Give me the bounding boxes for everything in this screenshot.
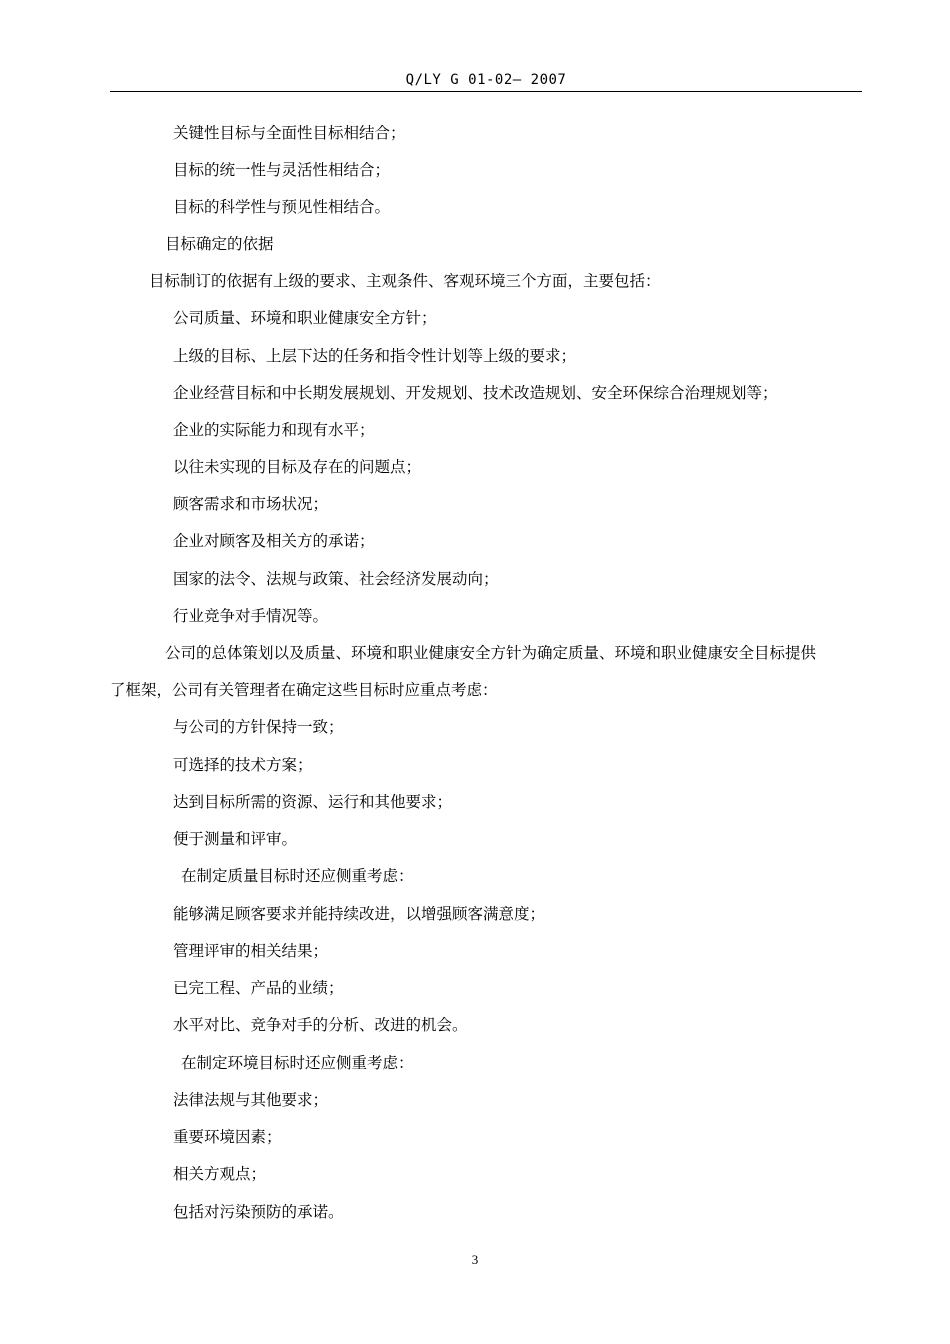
- text-line: 可选择的技术方案；: [173, 756, 313, 774]
- section-heading: 目标确定的依据: [165, 235, 274, 253]
- text-line: 达到目标所需的资源、运行和其他要求；: [173, 793, 453, 811]
- text-line: 已完工程、产品的业绩；: [173, 979, 344, 997]
- document-header-code: Q/LY G 01-02— 2007: [405, 72, 567, 88]
- text-line: 便于测量和评审。: [173, 830, 298, 848]
- section-heading: 在制定环境目标时还应侧重考虑：: [181, 1054, 414, 1072]
- text-line: 公司质量、环境和职业健康安全方针；: [173, 309, 437, 327]
- text-line: 目标的统一性与灵活性相结合；: [173, 161, 391, 179]
- page-number: 3: [471, 1252, 479, 1267]
- text-line: 重要环境因素；: [173, 1128, 282, 1146]
- text-line: 企业经营目标和中长期发展规划、开发规划、技术改造规划、安全环保综合治理规划等；: [173, 384, 778, 402]
- text-line: 企业的实际能力和现有水平；: [173, 421, 375, 439]
- text-line: 上级的目标、上层下达的任务和指令性计划等上级的要求；: [173, 347, 577, 365]
- text-line: 了框架，公司有关管理者在确定这些目标时应重点考虑：: [110, 681, 498, 699]
- text-line: 相关方观点；: [173, 1165, 267, 1183]
- text-line: 管理评审的相关结果；: [173, 942, 329, 960]
- section-heading: 在制定质量目标时还应侧重考虑：: [181, 867, 414, 885]
- text-line: 能够满足顾客要求并能持续改进，以增强顾客满意度；: [173, 905, 546, 923]
- text-line: 包括对污染预防的承诺。: [173, 1203, 344, 1221]
- text-line: 水平对比、竞争对手的分析、改进的机会。: [173, 1016, 468, 1034]
- text-line: 目标的科学性与预见性相结合。: [173, 198, 391, 216]
- text-line: 企业对顾客及相关方的承诺；: [173, 532, 375, 550]
- header-divider: [110, 91, 862, 92]
- text-line: 国家的法令、法规与政策、社会经济发展动向；: [173, 570, 499, 588]
- text-line: 法律法规与其他要求；: [173, 1091, 329, 1109]
- text-line: 以往未实现的目标及存在的问题点；: [173, 458, 422, 476]
- text-line: 行业竞争对手情况等。: [173, 607, 329, 625]
- text-line: 顾客需求和市场状况；: [173, 495, 329, 513]
- text-line: 关键性目标与全面性目标相结合；: [173, 124, 406, 142]
- text-line: 目标制订的依据有上级的要求、主观条件、客观环境三个方面，主要包括：: [149, 272, 661, 290]
- text-line: 公司的总体策划以及质量、环境和职业健康安全方针为确定质量、环境和职业健康安全目标提供: [165, 644, 817, 662]
- text-line: 与公司的方针保持一致；: [173, 718, 344, 736]
